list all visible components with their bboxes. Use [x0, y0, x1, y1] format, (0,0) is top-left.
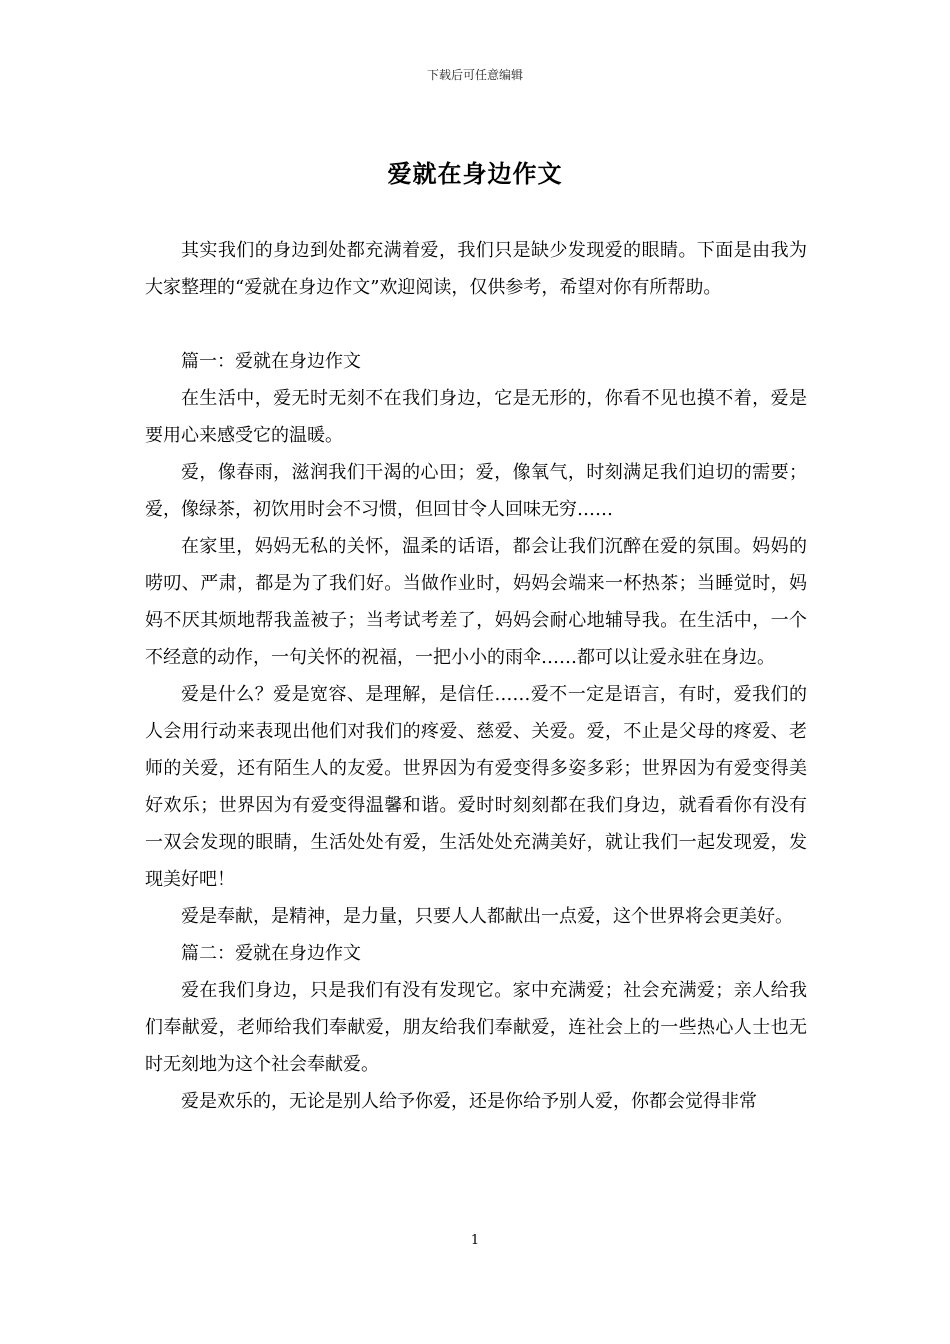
document-title: 爱就在身边作文 — [387, 159, 563, 188]
paragraph: 爱是欢乐的，无论是别人给予你爱，还是你给予别人爱，你都会觉得非常 — [181, 1091, 757, 1112]
paragraph: 爱是奉献，是精神，是力量，只要人人都献出一点爱，这个世界将会更美好。 — [181, 906, 793, 927]
section-heading-2: 篇二：爱就在身边作文 — [181, 943, 361, 964]
essay-content — [145, 343, 807, 1120]
paragraph: 在生活中，爱无时无刻不在我们身边，它是无形的，你看不见也摸不着，爱是要用心来感受它的温暖。 — [145, 388, 807, 446]
header-note: 下载后可任意编辑 — [426, 68, 523, 82]
intro-section — [145, 232, 807, 306]
paragraph: 爱，像春雨，滋润我们干渴的心田；爱，像氧气，时刻满足我们迫切的需要；爱，像绿茶，初饮用时会不习惯，但回甘令人回味无穷…… — [145, 462, 807, 520]
paragraph: 爱在我们身边，只是我们有没有发现它。家中充满爱；社会充满爱；亲人给我们奉献爱，老师给我们奉献爱，朋友给我们奉献爱，连社会上的一些热心人士也无时无刻地为这个社会奉献爱。 — [145, 980, 807, 1075]
paragraph: 爱是什么？爱是宽容、是理解，是信任……爱不一定是语言，有时，爱我们的人会用行动来表现出他们对我们的疼爱、慈爱、关爱。爱，不止是父母的疼爱、老师的关爱，还有陌生人的友爱。世界因为有爱变得多姿多彩；世界因为有爱变得美好欢乐；世界因为有爱变得温馨和谐。爱时时刻刻都在我们身边，就看看你有没有一双会发现的眼睛，生活处处有爱，生活处处充满美好，就让我们一起发现爱，发现美好吧！ — [145, 684, 807, 890]
page-number: 1 — [470, 1233, 480, 1248]
paragraph: 在家里，妈妈无私的关怀，温柔的话语，都会让我们沉醉在爱的氛围。妈妈的唠叨、严肃，都是为了我们好。当做作业时，妈妈会端来一杯热茶；当睡觉时，妈妈不厌其烦地帮我盖被子；当考试考差了，妈妈会耐心地辅导我。在生活中，一个不经意的动作，一句关怀的祝福，一把小小的雨伞……都可以让爱永驻在身边。 — [145, 536, 807, 668]
section-heading-1: 篇一：爱就在身边作文 — [181, 351, 361, 372]
intro-paragraph: 其实我们的身边到处都充满着爱，我们只是缺少发现爱的眼睛。下面是由我为大家整理的“爱就在身边作文”欢迎阅读，仅供参考，希望对你有所帮助。 — [145, 240, 807, 298]
